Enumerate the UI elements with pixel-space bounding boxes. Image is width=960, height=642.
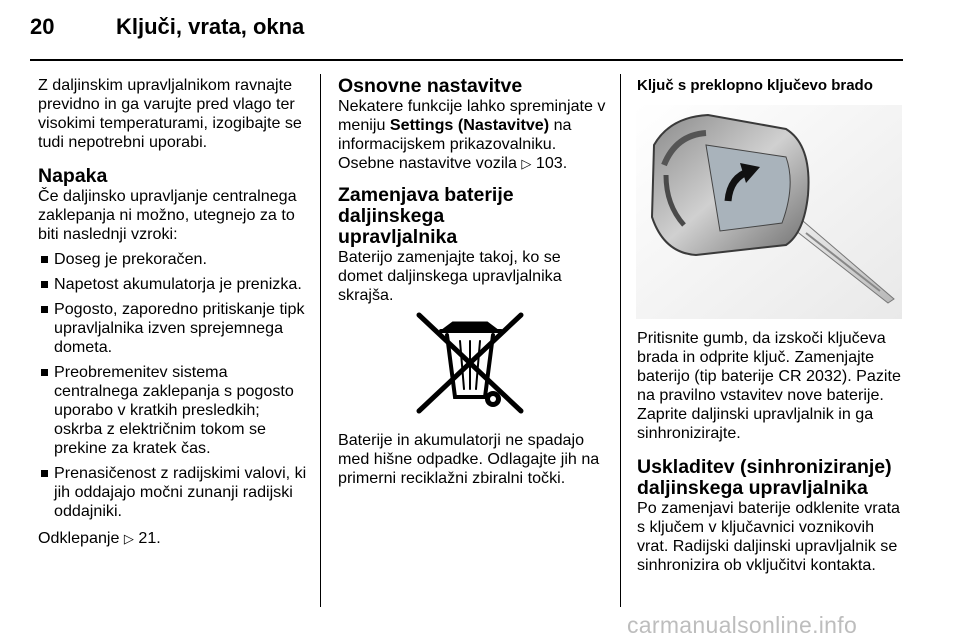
sync-paragraph: Po zamenjavi baterije odklenite vrata s ključem v ključavnici voznikovih vrat. Radijski daljinski upravljalnik se sinhronizira ob vključitvi kontakta. — [637, 499, 901, 574]
unlock-page-link[interactable]: 21. — [138, 529, 161, 547]
list-item: Prenasičenost z radijskimi valovi, ki jih oddajajo močni zunanji radijski oddajniki. — [38, 464, 308, 521]
column-divider-2 — [620, 74, 621, 607]
column-2 — [338, 76, 608, 488]
pointer-triangle-icon: ▷ — [123, 531, 134, 546]
list-item: Napetost akumulatorja je prenizka. — [38, 275, 308, 294]
column-1 — [38, 76, 308, 548]
battery-heading: Zamenjava baterije daljinskega upravljalnika — [338, 184, 514, 248]
watermark: carmanualsonline.info — [627, 612, 858, 638]
intro-paragraph: Z daljinskim upravljalnikom ravnajte previdno in ga varujte pred vlago ter visokimi temperaturami, izogibajte se tudi nepotrebni uporabi. — [38, 76, 302, 151]
basic-settings-heading: Osnovne nastavitve — [338, 75, 523, 97]
disposal-paragraph: Baterije in akumulatorji ne spadajo med hišne odpadke. Odlagajte jih na primerni reciklažni zbiralni točki. — [338, 431, 600, 487]
flip-key-paragraph: Pritisnite gumb, da izskoči ključeva brada in odprite ključ. Zamenjajte baterijo (tip baterije CR 2032). Pazite na pravilno vstavitev nove baterije. Zaprite daljinski upravljalnik in ga sinhronizirajte. — [637, 329, 901, 442]
battery-paragraph: Baterijo zamenjajte takoj, ko se domet daljinskega upravljalnika skrajša. — [338, 248, 562, 304]
sync-heading: Uskladitev (sinhroniziranje) daljinskega upravljalnika — [637, 456, 892, 499]
settings-menu-label: Settings (Nastavitve) — [389, 116, 550, 134]
crossed-out-wheelie-bin-icon — [415, 311, 525, 417]
basic-settings-paragraph: Nekatere funkcije lahko spreminjate v meniju Settings (Nastavitve) na informacijskem prikazovalniku. Osebne nastavitve vozila ▷ 103. — [338, 97, 606, 172]
list-item: Preobremenitev sistema centralnega zaklepanja s pogosto uporabo v kratkih presledkih; oskrba z električnim tokom se prekine za kratek čas. — [38, 363, 308, 458]
pointer-triangle-icon: ▷ — [521, 156, 532, 171]
flip-key-photo — [636, 105, 902, 319]
header-divider — [30, 59, 903, 61]
list-item: Doseg je prekoračen. — [38, 250, 308, 269]
column-divider-1 — [320, 74, 321, 607]
napaka-paragraph: Če daljinsko upravljanje centralnega zaklepanja ni možno, utegnejo za to biti naslednji vzroki: — [38, 187, 297, 243]
page-title: Ključi, vrata, okna — [116, 14, 305, 39]
cause-list — [38, 250, 308, 521]
flip-key-heading: Ključ s preklopno ključevo brado — [637, 77, 873, 94]
list-item: Pogosto, zaporedno pritiskanje tipk upravljalnika izven sprejemnega dometa. — [38, 300, 308, 357]
column-3 — [637, 76, 907, 575]
napaka-heading: Napaka — [38, 165, 108, 187]
page-number: 20 — [30, 14, 55, 39]
unlock-reference: Odklepanje ▷ 21. — [38, 529, 161, 547]
settings-page-link[interactable]: 103. — [535, 154, 568, 172]
